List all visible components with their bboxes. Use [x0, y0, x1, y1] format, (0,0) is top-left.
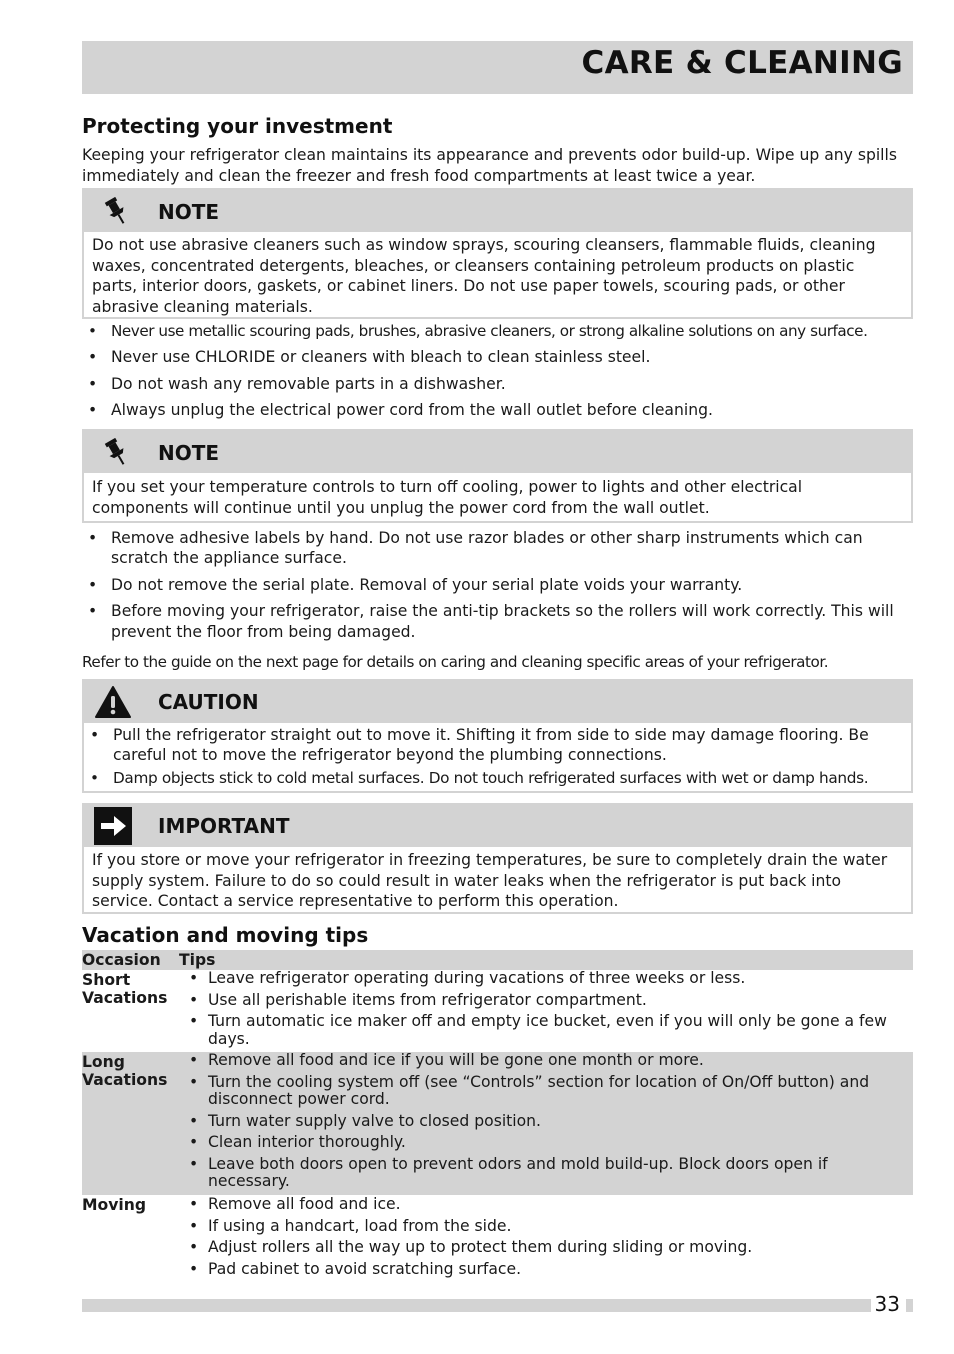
table-header-row	[82, 950, 913, 970]
section-heading-vacation: Vacation and moving tips	[82, 923, 369, 947]
note-1-label: NOTE	[158, 200, 220, 224]
list-item: • Leave both doors open to prevent odors and mold build-up. Block doors open if necessary.	[182, 1156, 913, 1191]
caution-box-header	[84, 681, 911, 723]
list-item: • Damp objects stick to cold metal surfaces. Do not touch refrigerated surfaces with wet or damp hands.	[84, 768, 911, 788]
note-box-1	[82, 188, 913, 319]
list-item: • Do not remove the serial plate. Removal of your serial plate voids your warranty.	[82, 575, 914, 595]
footer-bar	[82, 1299, 913, 1312]
list-item: • Never use metallic scouring pads, brushes, abrasive cleaners, or strong alkaline solutions on any surface.	[82, 321, 914, 341]
arrow-right-icon	[94, 807, 132, 849]
list-item: • Remove adhesive labels by hand. Do not use razor blades or other sharp instruments which can scratch the appliance surface.	[82, 528, 914, 569]
list-item: • Adjust rollers all the way up to protect them during sliding or moving.	[182, 1239, 913, 1257]
list-item: • Turn the cooling system off (see “Controls” section for location of On/Off button) and disconnect power cord.	[182, 1074, 913, 1109]
occasion-cell: Long Vacations	[82, 1053, 168, 1089]
list-item: • Before moving your refrigerator, raise the anti-tip brackets so the rollers will work correctly. This will prevent the floor from being damaged.	[82, 601, 914, 642]
list-item: • Leave refrigerator operating during vacations of three weeks or less.	[182, 970, 913, 988]
important-label: IMPORTANT	[158, 814, 290, 838]
list-item: • Use all perishable items from refrigerator compartment.	[182, 992, 913, 1010]
important-box-header	[84, 805, 911, 847]
tips-cell	[182, 970, 913, 1048]
list-item: • Pull the refrigerator straight out to move it. Shifting it from side to side may damage flooring. Be careful not to move the refrigerator beyond the plumbing connections.	[84, 725, 911, 766]
note-box-2	[82, 429, 913, 523]
list-item: • Clean interior thoroughly.	[182, 1134, 913, 1152]
important-text: If you store or move your refrigerator in freezing temperatures, be sure to completely drain the water supply system. Failure to do so could result in water leaks when the refrigerator is put back into service. Contact a service representative to perform this operation.	[92, 851, 888, 911]
cleaning-bullet-list	[82, 321, 914, 421]
tips-cell	[182, 1052, 913, 1191]
note-box-1-header	[84, 190, 911, 232]
list-item: • Always unplug the electrical power cord from the wall outlet before cleaning.	[82, 400, 914, 420]
page-number: 33	[871, 1292, 906, 1316]
note-2-text: If you set your temperature controls to turn off cooling, power to lights and other electrical components will continue until you unplug the power cord from the wall outlet.	[92, 478, 803, 517]
page-title: CARE & CLEANING	[581, 45, 903, 81]
list-item: • Do not wash any removable parts in a dishwasher.	[82, 374, 914, 394]
important-box	[82, 803, 913, 914]
note-box-2-header	[84, 431, 911, 473]
list-item: • Remove all food and ice.	[182, 1196, 913, 1214]
table-row	[82, 1052, 913, 1195]
occasion-cell: Short Vacations	[82, 971, 168, 1007]
column-header-tips: Tips	[179, 951, 216, 969]
caution-label: CAUTION	[158, 690, 259, 714]
pushpin-icon	[104, 438, 130, 472]
pushpin-icon	[104, 197, 130, 231]
occasion-cell: Moving	[82, 1196, 147, 1214]
table-row	[82, 1195, 913, 1285]
list-item: • If using a handcart, load from the side.	[182, 1218, 913, 1236]
caution-list	[84, 723, 911, 788]
intro-paragraph: Keeping your refrigerator clean maintains its appearance and prevents odor build-up. Wipe up any spills immediately and clean the freezer and fresh food compartments at least twice a year.	[82, 146, 897, 185]
section-heading-protecting: Protecting your investment	[82, 114, 393, 138]
list-item: • Turn water supply valve to closed position.	[182, 1113, 913, 1131]
list-item: • Turn automatic ice maker off and empty ice bucket, even if you will only be gone a few days.	[182, 1013, 913, 1048]
note-1-text: Do not use abrasive cleaners such as window sprays, scouring cleansers, flammable fluids, cleaning waxes, concentrated detergents, bleaches, or cleansers containing petroleum products on plastic parts, interior doors, gaskets, or cabinet liners. Do not use paper towels, scouring pads, or other abrasive cleaning materials.	[92, 236, 876, 316]
refer-guide-text: Refer to the guide on the next page for details on caring and cleaning specific areas of your refrigerator.	[82, 653, 829, 671]
warning-triangle-icon	[94, 685, 132, 723]
page-header	[82, 41, 913, 94]
tips-cell	[182, 1196, 913, 1278]
note-2-label: NOTE	[158, 441, 220, 465]
list-item: • Remove all food and ice if you will be gone one month or more.	[182, 1052, 913, 1070]
caution-box	[82, 679, 913, 793]
care-bullet-list	[82, 528, 914, 642]
list-item: • Never use CHLORIDE or cleaners with bleach to clean stainless steel.	[82, 347, 914, 367]
vacation-tips-table	[82, 950, 913, 1285]
column-header-occasion: Occasion	[82, 951, 161, 969]
table-row	[82, 970, 913, 1052]
list-item: • Pad cabinet to avoid scratching surface.	[182, 1261, 913, 1279]
